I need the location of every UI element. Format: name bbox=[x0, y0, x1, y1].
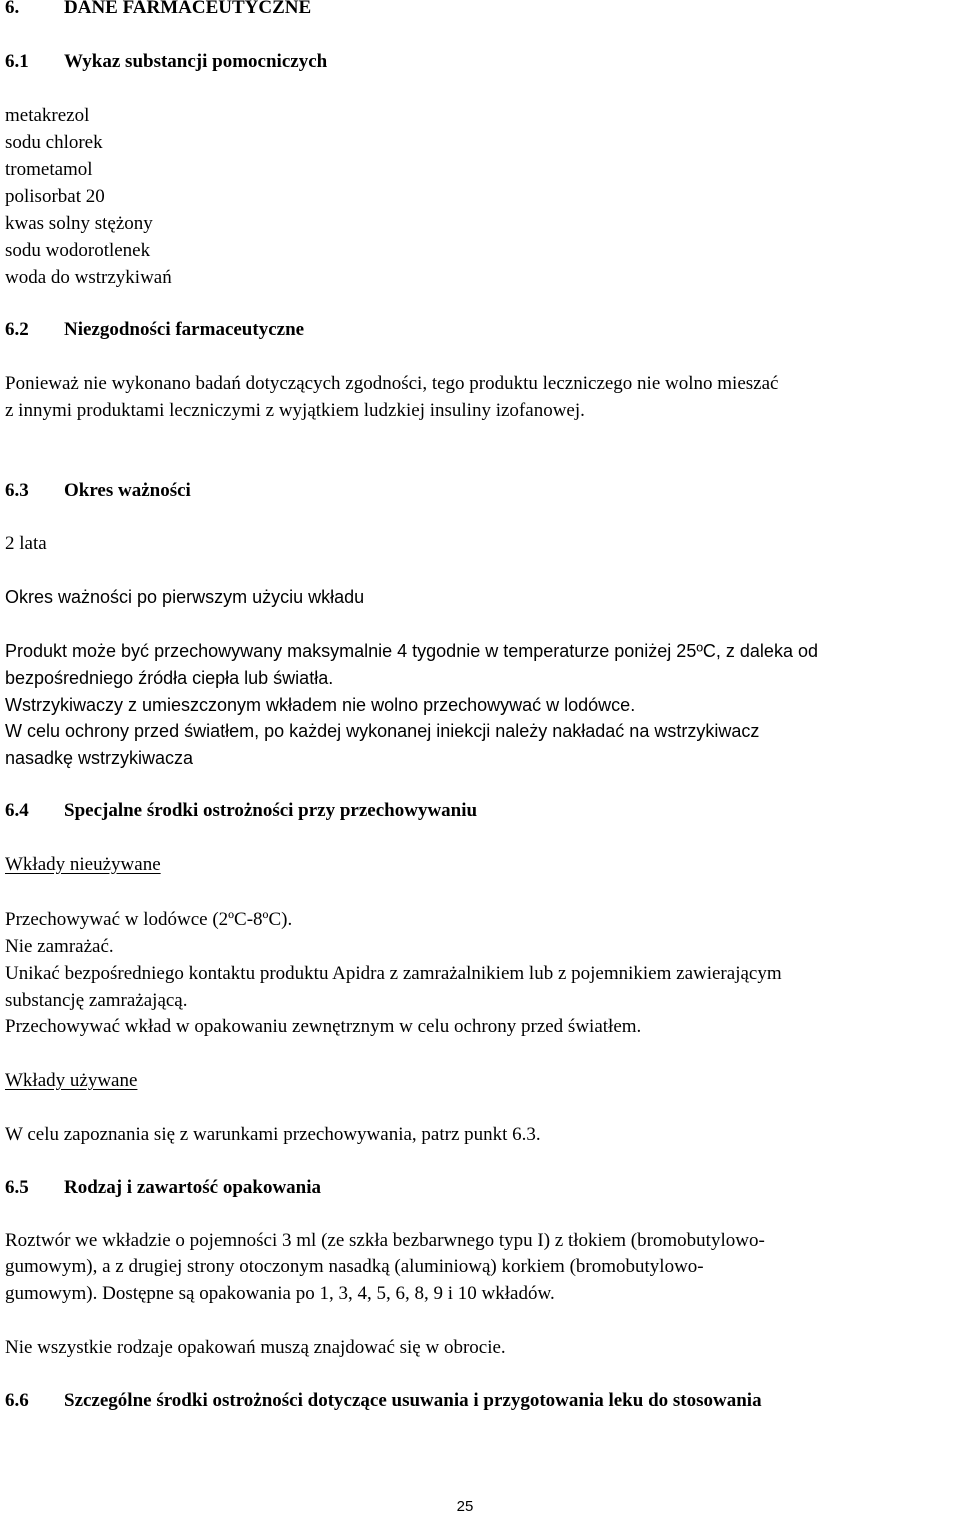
paragraph-line: gumowym). Dostępne są opakowania po 1, 3, 4, 5, 6, 8, 9 i 10 wkładów. bbox=[5, 1283, 555, 1304]
section-title: Niezgodności farmaceutyczne bbox=[64, 319, 305, 340]
section-number: 6.4 bbox=[5, 800, 29, 821]
paragraph-line: Przechowywać wkład w opakowaniu zewnętrznym w celu ochrony przed światłem. bbox=[5, 1016, 642, 1037]
paragraph-line: substancję zamrażającą. bbox=[5, 990, 188, 1011]
excipient-item: kwas solny stężony bbox=[5, 213, 153, 234]
used-cartridges-heading: Wkłady używane bbox=[5, 1070, 138, 1091]
section-6-5-heading bbox=[5, 1174, 321, 1201]
paragraph-line: Roztwór we wkładzie o pojemności 3 ml (ze szkła bezbarwnego typu I) z tłokiem (bromobutylowo- bbox=[5, 1230, 765, 1251]
section-title: Rodzaj i zawartość opakowania bbox=[64, 1177, 322, 1198]
section-6-6-heading bbox=[5, 1387, 762, 1414]
section-title: Specjalne środki ostrożności przy przechowywaniu bbox=[64, 800, 478, 821]
section-6-3-heading bbox=[5, 477, 191, 504]
paragraph-line: nasadkę wstrzykiwacza bbox=[5, 748, 194, 768]
section-number: 6.1 bbox=[5, 51, 29, 72]
excipient-item: metakrezol bbox=[5, 105, 90, 126]
unused-cartridges-heading: Wkłady nieużywane bbox=[5, 854, 161, 875]
paragraph-line: Nie wszystkie rodzaje opakowań muszą znajdować się w obrocie. bbox=[5, 1337, 506, 1358]
section-title: Szczególne środki ostrożności dotyczące usuwania i przygotowania leku do stosowania bbox=[64, 1390, 762, 1411]
section-number: 6.6 bbox=[5, 1390, 29, 1411]
paragraph-line: gumowym), a z drugiej strony otoczonym nasadką (aluminiową) korkiem (bromobutylowo- bbox=[5, 1256, 704, 1277]
paragraph-line: Nie zamrażać. bbox=[5, 936, 114, 957]
paragraph-line: Produkt może być przechowywany maksymalnie 4 tygodnie w temperaturze poniżej 25ºC, z daleka od bbox=[5, 641, 818, 661]
section-6-2-heading bbox=[5, 316, 304, 343]
page-number: 25 bbox=[456, 1498, 474, 1515]
section-title: Wykaz substancji pomocniczych bbox=[64, 51, 328, 72]
paragraph-line: bezpośredniego źródła ciepła lub światła. bbox=[5, 668, 334, 688]
section-number: 6. bbox=[5, 0, 20, 18]
excipient-item: trometamol bbox=[5, 159, 93, 180]
section-6-4-heading bbox=[5, 797, 477, 824]
section-title: Okres ważności bbox=[64, 480, 191, 501]
excipient-item: sodu chlorek bbox=[5, 132, 103, 153]
paragraph-line: W celu zapoznania się z warunkami przechowywania, patrz punkt 6.3. bbox=[5, 1124, 541, 1145]
excipient-item: sodu wodorotlenek bbox=[5, 240, 151, 261]
paragraph-line: Unikać bezpośredniego kontaktu produktu Apidra z zamrażalnikiem lub z pojemnikiem zawierającym bbox=[5, 963, 782, 984]
excipient-item: woda do wstrzykiwań bbox=[5, 267, 172, 288]
paragraph-line: z innymi produktami leczniczymi z wyjątkiem ludzkiej insuliny izofanowej. bbox=[5, 400, 585, 421]
section-number: 6.2 bbox=[5, 319, 29, 340]
paragraph-line: Ponieważ nie wykonano badań dotyczących zgodności, tego produktu leczniczego nie wolno mieszać bbox=[5, 373, 779, 394]
after-first-use-heading: Okres ważności po pierwszym użyciu wkładu bbox=[5, 587, 365, 607]
section-6-heading bbox=[5, 0, 311, 21]
paragraph-line: Przechowywać w lodówce (2ºC-8ºC). bbox=[5, 909, 293, 930]
paragraph-line: W celu ochrony przed światłem, po każdej wykonanej iniekcji należy nakładać na wstrzykiwacz bbox=[5, 721, 760, 741]
shelf-life: 2 lata bbox=[5, 533, 47, 554]
paragraph-line: Wstrzykiwaczy z umieszczonym wkładem nie wolno przechowywać w lodówce. bbox=[5, 695, 636, 715]
section-title: DANE FARMACEUTYCZNE bbox=[64, 0, 312, 18]
section-6-1-heading bbox=[5, 48, 327, 75]
excipient-item: polisorbat 20 bbox=[5, 186, 105, 207]
section-number: 6.3 bbox=[5, 480, 29, 501]
section-number: 6.5 bbox=[5, 1177, 29, 1198]
